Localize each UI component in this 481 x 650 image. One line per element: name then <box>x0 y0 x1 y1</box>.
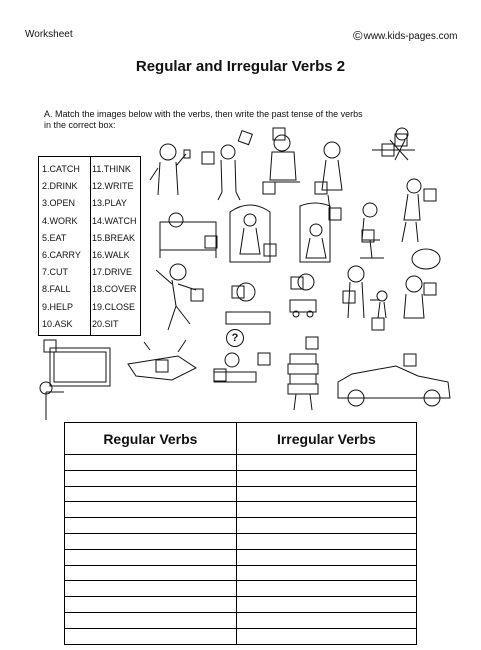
answer-box <box>191 289 203 301</box>
answer-box <box>263 182 275 194</box>
irregular-verbs-header: Irregular Verbs <box>236 423 416 455</box>
verb-item: 18.COVER <box>92 284 137 295</box>
boy-catching-ball-illustration <box>218 131 252 200</box>
verb-item: 2.DRINK <box>42 181 78 192</box>
verb-item: 15.BREAK <box>92 232 136 243</box>
answer-box <box>291 277 303 289</box>
person-watching-tv-illustration <box>40 348 110 420</box>
girl-walking-illustration <box>402 179 421 242</box>
answer-box <box>424 189 436 201</box>
regular-verb-cell[interactable] <box>65 518 237 534</box>
answer-box <box>315 182 327 194</box>
verb-item: 11.THINK <box>92 164 131 174</box>
boy-falling-illustration <box>156 264 196 330</box>
girl-thinking-illustration <box>226 283 270 324</box>
boy-carrying-boxes-illustration <box>288 354 318 410</box>
irregular-verb-cell[interactable] <box>236 502 416 518</box>
answer-box <box>372 318 384 330</box>
girl-covering-ears-illustration <box>404 276 424 318</box>
verb-item: 5.EAT <box>42 232 67 243</box>
answer-box <box>202 152 214 164</box>
table-row <box>65 597 417 613</box>
thought-bubble <box>412 249 440 269</box>
verb-item: 19.CLOSE <box>92 301 136 312</box>
table-row <box>65 581 417 597</box>
table-row <box>65 470 417 486</box>
verb-item: 6.CARRY <box>42 250 81 261</box>
verb-item: 8.FALL <box>42 284 71 295</box>
irregular-verb-cell[interactable] <box>236 565 416 581</box>
table-row <box>65 549 417 565</box>
answer-box <box>306 337 318 349</box>
irregular-verb-cell[interactable] <box>236 486 416 502</box>
answer-box <box>424 283 436 295</box>
answer-box <box>156 360 168 372</box>
answer-box <box>329 208 341 220</box>
irregular-verb-cell[interactable] <box>236 533 416 549</box>
irregular-verb-cell[interactable] <box>236 455 416 471</box>
car-driving-illustration <box>338 366 450 406</box>
question-mark-icon: ? <box>226 329 244 347</box>
girl-writing-illustration <box>214 353 256 382</box>
answer-box <box>205 236 217 248</box>
regular-verb-cell[interactable] <box>65 565 237 581</box>
irregular-verb-cell[interactable] <box>236 549 416 565</box>
irregular-verb-cell[interactable] <box>236 597 416 613</box>
verb-item: 7.CUT <box>42 267 69 278</box>
site-url: www.kids-pages.com <box>363 31 458 42</box>
irregular-verb-cell[interactable] <box>236 518 416 534</box>
verb-item: 3.OPEN <box>42 198 76 209</box>
verb-item: 1.CATCH <box>42 164 80 174</box>
verb-item: 14.WATCH <box>92 215 137 226</box>
regular-verb-cell[interactable] <box>65 455 237 471</box>
man-helping-child-illustration <box>348 266 387 318</box>
regular-verb-cell[interactable] <box>65 628 237 644</box>
verb-item: 10.ASK <box>42 318 73 329</box>
page-title: Regular and Irregular Verbs 2 <box>135 58 346 75</box>
answer-box <box>214 369 226 381</box>
verb-item: 13.PLAY <box>92 198 127 209</box>
irregular-verb-cell[interactable] <box>236 581 416 597</box>
table-row <box>65 628 417 644</box>
verb-item: 12.WRITE <box>92 181 134 192</box>
regular-verb-cell[interactable] <box>65 502 237 518</box>
verb-item: 16.WALK <box>92 250 130 261</box>
regular-verbs-header: Regular Verbs <box>65 423 237 455</box>
regular-verb-cell[interactable] <box>65 486 237 502</box>
worksheet-label: Worksheet <box>25 29 73 40</box>
verb-item: 20.SIT <box>92 318 119 329</box>
table-row <box>65 518 417 534</box>
table-row <box>65 533 417 549</box>
regular-verb-cell[interactable] <box>65 612 237 628</box>
verb-item: 4.WORK <box>42 215 78 226</box>
answer-box <box>273 128 285 140</box>
verb-item: 9.HELP <box>42 301 74 312</box>
table-row <box>65 455 417 471</box>
instructions-line-2: in the correct box: <box>44 120 116 130</box>
verb-item: 17.DRIVE <box>92 267 133 278</box>
table-row <box>65 502 417 518</box>
answer-box <box>404 354 416 366</box>
girl-eating-illustration <box>322 142 342 210</box>
irregular-verb-cell[interactable] <box>236 628 416 644</box>
regular-verb-cell[interactable] <box>65 581 237 597</box>
answer-box <box>258 353 270 365</box>
regular-verb-cell[interactable] <box>65 470 237 486</box>
regular-verb-cell[interactable] <box>65 549 237 565</box>
table-row <box>65 486 417 502</box>
verbs-answer-table <box>64 422 417 645</box>
man-working-illustration <box>266 135 300 182</box>
girl-closing-door-illustration <box>300 203 330 262</box>
copyright-icon: © <box>353 28 363 43</box>
irregular-verb-cell[interactable] <box>236 470 416 486</box>
irregular-verb-cell[interactable] <box>236 612 416 628</box>
table-row <box>65 612 417 628</box>
regular-verb-cell[interactable] <box>65 533 237 549</box>
boy-drinking-illustration <box>150 144 190 195</box>
instructions-line-1: A. Match the images below with the verbs, then write the past tense of the verbs <box>44 109 363 119</box>
regular-verb-cell[interactable] <box>65 597 237 613</box>
table-row <box>65 565 417 581</box>
